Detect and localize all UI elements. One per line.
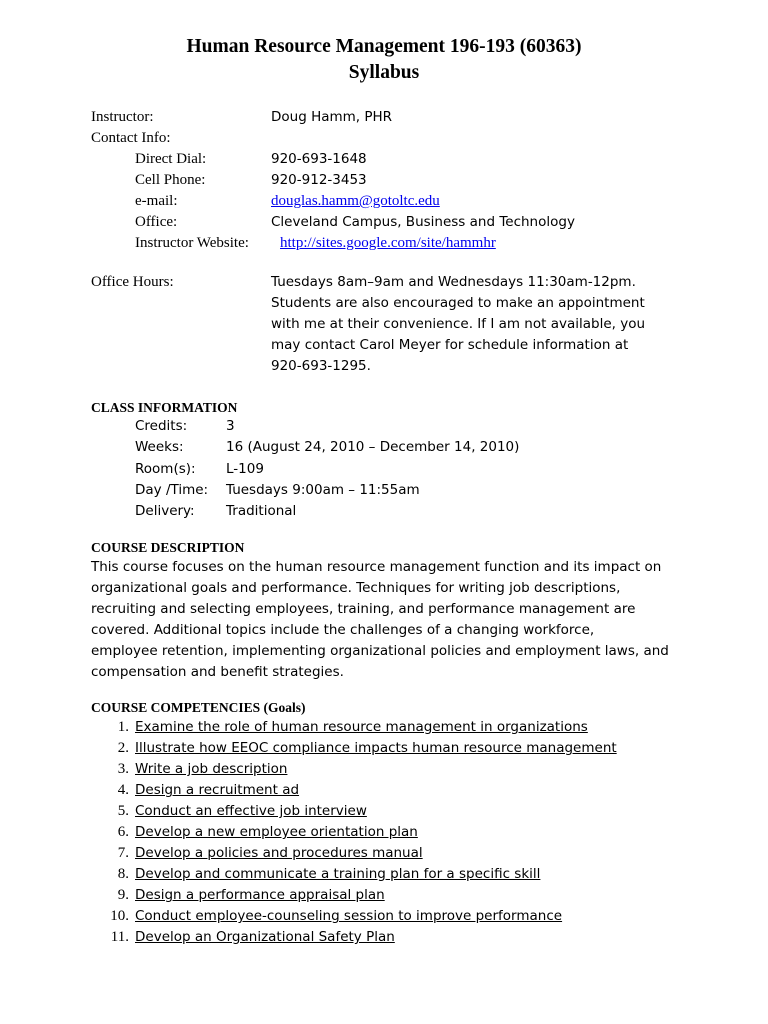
competency-item: Develop an Organizational Safety Plan [135, 929, 395, 945]
competency-item: Write a job description [135, 761, 288, 777]
competency-number: 6. [117, 824, 129, 840]
competency-number: 10. [110, 908, 129, 924]
direct-dial-value: 920-693-1648 [271, 151, 367, 167]
office-hours-label: Office Hours: [91, 274, 174, 290]
contact-info-label: Contact Info: [91, 130, 171, 146]
course-description-text [91, 557, 681, 683]
competency-number: 2. [117, 740, 129, 756]
email-label: e-mail: [135, 193, 178, 209]
delivery-value: Traditional [226, 503, 297, 519]
rooms-label: Room(s): [135, 461, 196, 477]
competency-number: 5. [117, 803, 129, 819]
competency-item: Develop and communicate a training plan for a specific skill [135, 866, 541, 882]
credits-value: 3 [226, 418, 235, 434]
competency-item: Develop a new employee orientation plan [135, 824, 418, 840]
description-line: employee retention, implementing organizational policies and employment laws, and [91, 643, 669, 659]
office-hours-line: 920-693-1295. [271, 358, 371, 374]
credits-label: Credits: [135, 418, 188, 434]
instructor-label: Instructor: [91, 109, 154, 125]
website-label: Instructor Website: [135, 235, 249, 251]
cell-phone-label: Cell Phone: [135, 172, 206, 188]
office-hours-line: with me at their convenience. If I am not available, you [271, 316, 646, 332]
office-hours-text [271, 272, 691, 377]
office-label: Office: [135, 214, 178, 230]
competency-item: Illustrate how EEOC compliance impacts human resource management [135, 740, 617, 756]
rooms-value: L-109 [226, 461, 264, 477]
day-time-value: Tuesdays 9:00am – 11:55am [226, 482, 420, 498]
weeks-label: Weeks: [135, 439, 184, 455]
description-line: This course focuses on the human resource management function and its impact on [91, 559, 662, 575]
website-link[interactable]: http://sites.google.com/site/hammhr [280, 235, 496, 251]
competency-number: 1. [117, 719, 129, 735]
day-time-label: Day /Time: [135, 482, 209, 498]
competency-item: Examine the role of human resource management in organizations [135, 719, 588, 735]
office-hours-line: Tuesdays 8am–9am and Wednesdays 11:30am-12pm. [271, 274, 636, 290]
email-link[interactable]: douglas.hamm@gotoltc.edu [271, 193, 440, 209]
instructor-name: Doug Hamm, PHR [271, 109, 393, 125]
competency-number: 3. [117, 761, 129, 777]
competency-item: Design a performance appraisal plan [135, 887, 385, 903]
description-line: compensation and benefit strategies. [91, 664, 344, 680]
office-value: Cleveland Campus, Business and Technology [271, 214, 575, 230]
delivery-label: Delivery: [135, 503, 195, 519]
competency-item: Design a recruitment ad [135, 782, 300, 798]
competency-item: Conduct employee-counseling session to improve performance [135, 908, 563, 924]
competency-number: 7. [117, 845, 129, 861]
class-information-heading: CLASS INFORMATION [91, 400, 238, 415]
office-hours-line: Students are also encouraged to make an appointment [271, 295, 645, 311]
document-subtitle: Syllabus [348, 62, 420, 83]
competency-number: 11. [110, 929, 129, 945]
cell-phone-value: 920-912-3453 [271, 172, 367, 188]
competency-number: 4. [117, 782, 129, 798]
description-line: organizational goals and performance. Techniques for writing job descriptions, [91, 580, 621, 596]
direct-dial-label: Direct Dial: [135, 151, 207, 167]
competency-item: Develop a policies and procedures manual [135, 845, 423, 861]
weeks-value: 16 (August 24, 2010 – December 14, 2010) [226, 439, 520, 455]
office-hours-line: may contact Carol Meyer for schedule information at [271, 337, 629, 353]
competency-item: Conduct an effective job interview [135, 803, 367, 819]
course-description-heading: COURSE DESCRIPTION [91, 540, 245, 555]
competency-number: 8. [117, 866, 129, 882]
description-line: recruiting and selecting employees, training, and performance management are [91, 601, 636, 617]
description-line: covered. Additional topics include the challenges of a changing workforce, [91, 622, 595, 638]
competency-number: 9. [117, 887, 129, 903]
document-title: Human Resource Management 196-193 (60363) [186, 36, 582, 57]
course-competencies-heading: COURSE COMPETENCIES (Goals) [91, 700, 306, 715]
